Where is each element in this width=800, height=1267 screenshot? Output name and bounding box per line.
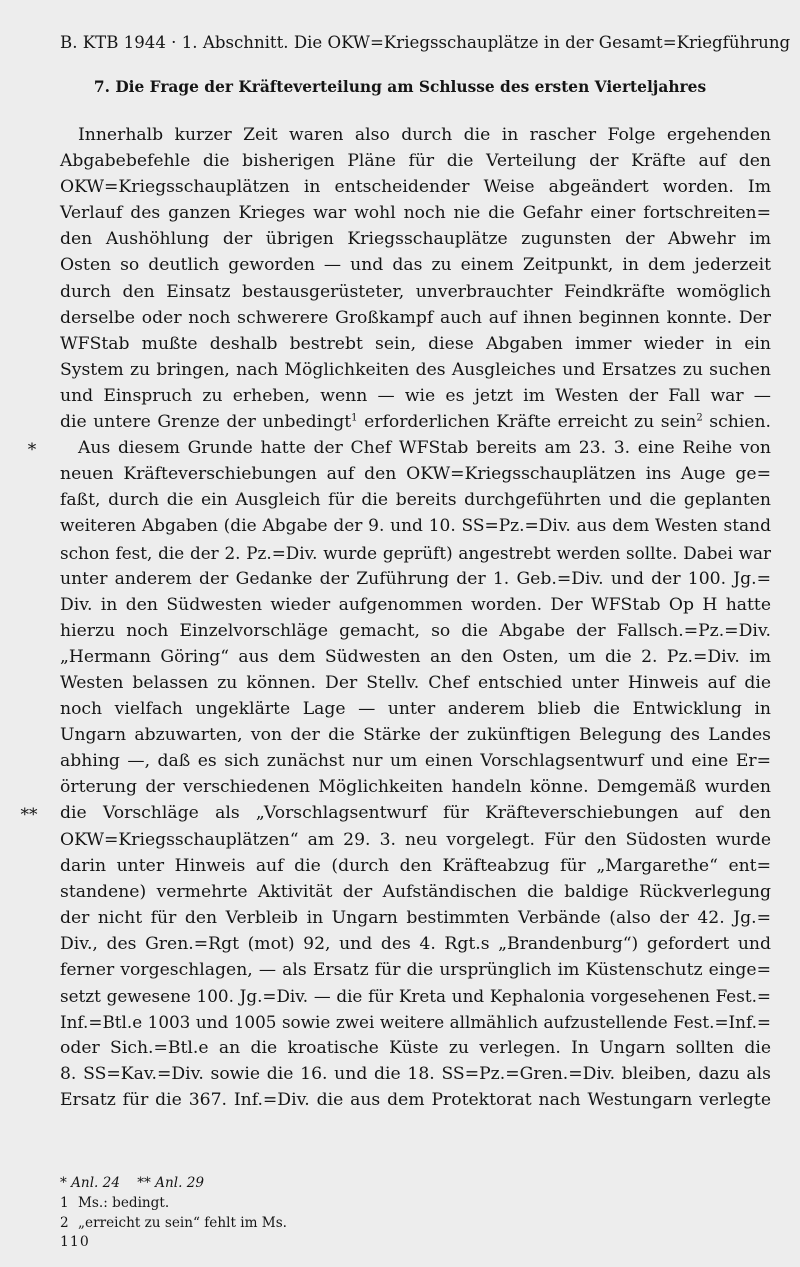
footnote-ref-1: 1 (351, 412, 358, 424)
text-line: standene) vermehrte Aktivität der Aufständischen die baldige Rückverlegung (60, 881, 771, 902)
text-line: OKW=Kriegsschauplätzen in entscheidender Weise abgeändert worden. Im (60, 177, 771, 198)
text-line: derselbe oder noch schwerere Großkampf auch auf ihnen beginnen konnte. Der (60, 307, 771, 328)
annex-references: * Anl. 24 ** Anl. 29 (60, 1175, 205, 1191)
margin-mark-double-asterisk: ** (20, 805, 38, 825)
text-line: neuen Kräfteverschiebungen auf den OKW=Kriegsschauplätzen ins Auge ge= (60, 464, 771, 485)
text-line: faßt, durch die ein Ausgleich für die bereits durchgeführten und die geplanten (60, 490, 771, 511)
text-line: abhing —, daß es sich zunächst nur um einen Vorschlagsentwurf und eine Er= (60, 751, 771, 772)
footnote-number: 2 (60, 1215, 69, 1231)
text-line: Inf.=Btl.e 1003 und 1005 sowie zwei weitere allmählich aufzustellende Fest.=Inf.= (60, 1012, 771, 1033)
text-line: setzt gewesene 100. Jg.=Div. — die für Kreta und Kephalonia vorgesehenen Fest.= (60, 986, 771, 1007)
text-line: 8. SS=Kav.=Div. sowie die 16. und die 18. SS=Pz.=Gren.=Div. bleiben, dazu als (60, 1064, 771, 1085)
text-line: Aus diesem Grunde hatte der Chef WFStab bereits am 23. 3. eine Reihe von (78, 438, 771, 459)
text-line: Innerhalb kurzer Zeit waren also durch die in rascher Folge ergehenden (78, 125, 771, 145)
text-line: weiteren Abgaben (die Abgabe der 9. und 10. SS=Pz.=Div. aus dem Westen stand (60, 516, 771, 537)
text-line: hierzu noch Einzelvorschläge gemacht, so die Abgabe der Fallsch.=Pz.=Div. (60, 620, 771, 641)
text-fragment: die untere Grenze der unbedingt (60, 412, 352, 433)
running-head: B. KTB 1944 · 1. Abschnitt. Die OKW=Kriegsschauplätze in der Gesamt=Kriegführung (60, 33, 791, 52)
text-line: Div., des Gren.=Rgt (mot) 92, und des 4. Rgt.s „Brandenburg“) gefordert und (60, 933, 771, 954)
footnote-ref-2: 2 (696, 412, 703, 424)
text-fragment: schien. (702, 412, 771, 433)
footnote-text: Ms.: bedingt. (78, 1195, 170, 1211)
text-line: der nicht für den Verbleib in Ungarn bestimmten Verbände (also der 42. Jg.= (60, 907, 771, 928)
footnote-text: „erreicht zu sein“ fehlt im Ms. (78, 1215, 287, 1231)
text-fragment: erforderlichen Kräfte erreicht zu sein (357, 412, 697, 433)
text-line: örterung der verschiedenen Möglichkeiten handeln könne. Demgemäß wurden (60, 777, 771, 798)
footnote-item (60, 1213, 660, 1233)
text-line: Westen belassen zu können. Der Stellv. Chef entschied unter Hinweis auf die (60, 672, 771, 693)
text-line: darin unter Hinweis auf die (durch den Kräfteabzug für „Margarethe“ ent= (60, 855, 771, 876)
footnotes (60, 1173, 660, 1233)
text-line: den Aushöhlung der übrigen Kriegsschauplätze zugunsten der Abwehr im (60, 229, 771, 250)
footnote-item (60, 1193, 660, 1213)
text-line: Div. in den Südwesten wieder aufgenommen worden. Der WFStab Op H hatte (60, 594, 771, 615)
text-line: WFStab mußte deshalb bestrebt sein, diese Abgaben immer wieder in ein (60, 333, 771, 354)
text-line: oder Sich.=Btl.e an die kroatische Küste zu verlegen. In Ungarn sollten die (60, 1038, 771, 1059)
text-line: Verlauf des ganzen Krieges war wohl noch nie die Gefahr einer fortschreiten= (60, 203, 771, 224)
text-line: und Einspruch zu erheben, wenn — wie es jetzt im Westen der Fall war — (60, 385, 771, 406)
body-text (60, 122, 771, 1114)
text-line: Ersatz für die 367. Inf.=Div. die aus dem Protektorat nach Westungarn verlegte (60, 1090, 771, 1111)
text-line: die Vorschläge als „Vorschlagsentwurf für Kräfteverschiebungen auf den (60, 803, 771, 824)
text-line: ferner vorgeschlagen, — als Ersatz für die ursprünglich im Küstenschutz einge= (60, 960, 771, 980)
text-line: Osten so deutlich geworden — und das zu einem Zeitpunkt, in dem jederzeit (60, 255, 771, 276)
text-line: System zu bringen, nach Möglichkeiten des Ausgleiches und Ersatzes zu suchen (60, 359, 771, 380)
page-number: 110 (60, 1234, 90, 1250)
text-line: Abgabebefehle die bisherigen Pläne für die Verteilung der Kräfte auf den (60, 151, 771, 172)
margin-mark-single-asterisk: * (27, 440, 37, 460)
text-line: „Hermann Göring“ aus dem Südwesten an den Osten, um die 2. Pz.=Div. im (60, 646, 771, 667)
text-line: OKW=Kriegsschauplätzen“ am 29. 3. neu vorgelegt. Für den Südosten wurde (60, 829, 771, 850)
text-line: schon fest, die der 2. Pz.=Div. wurde geprüft) angestrebt werden sollte. Dabei war (60, 542, 771, 563)
text-line: noch vielfach ungeklärte Lage — unter anderem blieb die Entwicklung in (60, 699, 771, 720)
text-line: durch den Einsatz bestausgerüsteter, unverbrauchter Feindkräfte womöglich (60, 281, 771, 302)
text-line: unter anderem der Gedanke der Zuführung der 1. Geb.=Div. und der 100. Jg.= (60, 568, 771, 589)
section-title: 7. Die Frage der Kräfteverteilung am Schlusse des ersten Vierteljahres (93, 78, 707, 96)
footnote-number: 1 (60, 1195, 69, 1211)
text-line-with-footnote-refs (60, 409, 771, 435)
text-line: Ungarn abzuwarten, von der die Stärke der zukünftigen Belegung des Landes (60, 725, 771, 746)
